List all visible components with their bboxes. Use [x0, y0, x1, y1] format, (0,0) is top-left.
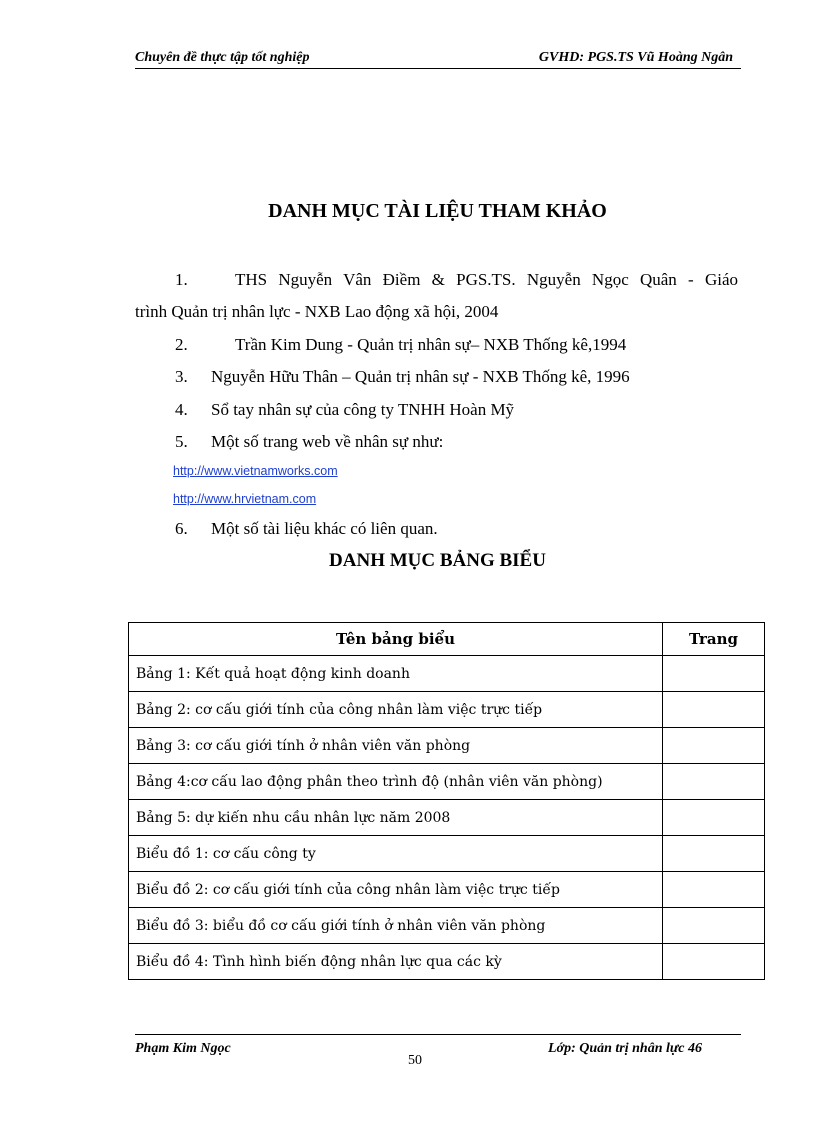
footer-divider: [135, 1034, 741, 1035]
reference-6-text: Một số tài liệu khác có liên quan.: [211, 519, 438, 538]
row-name: Bảng 1: Kết quả hoạt động kinh doanh: [129, 656, 663, 692]
reference-3-text: Nguyễn Hữu Thân – Quản trị nhân sự - NXB Thống kê, 1996: [211, 367, 630, 386]
table-row: [129, 692, 765, 728]
link-vietnamworks[interactable]: http://www.vietnamworks.com: [173, 464, 338, 478]
table-row: [129, 800, 765, 836]
row-page: [663, 836, 765, 872]
page-number: 50: [408, 1053, 422, 1068]
reference-2-number: 2.: [175, 335, 188, 354]
reference-2-text: Trần Kim Dung - Quản trị nhân sự– NXB Thống kê,1994: [235, 335, 627, 354]
table-header-row: [129, 623, 765, 656]
references-title: DANH MỤC TÀI LIỆU THAM KHẢO: [268, 200, 607, 222]
reference-5-text: Một số trang web về nhân sự như:: [211, 432, 444, 451]
table-row: [129, 908, 765, 944]
footer-right: Lớp: Quản trị nhân lực 46: [548, 1041, 702, 1056]
table-row: [129, 872, 765, 908]
row-name: Bảng 5: dự kiến nhu cầu nhân lực năm 2008: [129, 800, 663, 836]
row-name: Bảng 3: cơ cấu giới tính ở nhân viên văn phòng: [129, 728, 663, 764]
column-header-name: Tên bảng biểu: [129, 623, 663, 656]
reference-1-line2: trình Quản trị nhân lực - NXB Lao động xã hội, 2004: [135, 302, 499, 321]
table-row: [129, 764, 765, 800]
row-name: Bảng 2: cơ cấu giới tính của công nhân làm việc trực tiếp: [129, 692, 663, 728]
reference-4-number: 4.: [175, 400, 188, 419]
row-page: [663, 692, 765, 728]
row-page: [663, 728, 765, 764]
row-name: Biểu đồ 3: biểu đồ cơ cấu giới tính ở nhân viên văn phòng: [129, 908, 663, 944]
table-list: [128, 622, 765, 980]
row-page: [663, 656, 765, 692]
row-name: Bảng 4:cơ cấu lao động phân theo trình độ (nhân viên văn phòng): [129, 764, 663, 800]
header-right: GVHD: PGS.TS Vũ Hoàng Ngân: [538, 50, 733, 65]
row-name: Biểu đồ 2: cơ cấu giới tính của công nhân làm việc trực tiếp: [129, 872, 663, 908]
header-left: Chuyên đề thực tập tốt nghiệp: [135, 50, 310, 65]
row-name: Biểu đồ 1: cơ cấu công ty: [129, 836, 663, 872]
reference-4-text: Sổ tay nhân sự của công ty TNHH Hoàn Mỹ: [211, 400, 515, 419]
reference-1-line1: THS Nguyễn Vân Điềm & PGS.TS. Nguyễn Ngọc Quân - Giáo: [235, 270, 738, 289]
footer-left: Phạm Kim Ngọc: [135, 1041, 231, 1056]
reference-1-number: 1.: [175, 270, 188, 289]
row-page: [663, 944, 765, 980]
reference-6-number: 6.: [175, 519, 188, 538]
reference-3-number: 3.: [175, 367, 188, 386]
table-row: [129, 944, 765, 980]
link-hrvietnam[interactable]: http://www.hrvietnam.com: [173, 492, 317, 506]
table-row: [129, 836, 765, 872]
reference-5-number: 5.: [175, 432, 188, 451]
row-page: [663, 764, 765, 800]
row-page: [663, 908, 765, 944]
page-header: [135, 48, 741, 69]
tables-title: DANH MỤC BẢNG BIỂU: [329, 550, 546, 571]
row-page: [663, 872, 765, 908]
table-row: [129, 656, 765, 692]
row-name: Biểu đồ 4: Tình hình biến động nhân lực qua các kỳ: [129, 944, 663, 980]
column-header-page: Trang: [663, 623, 765, 656]
table-row: [129, 728, 765, 764]
row-page: [663, 800, 765, 836]
